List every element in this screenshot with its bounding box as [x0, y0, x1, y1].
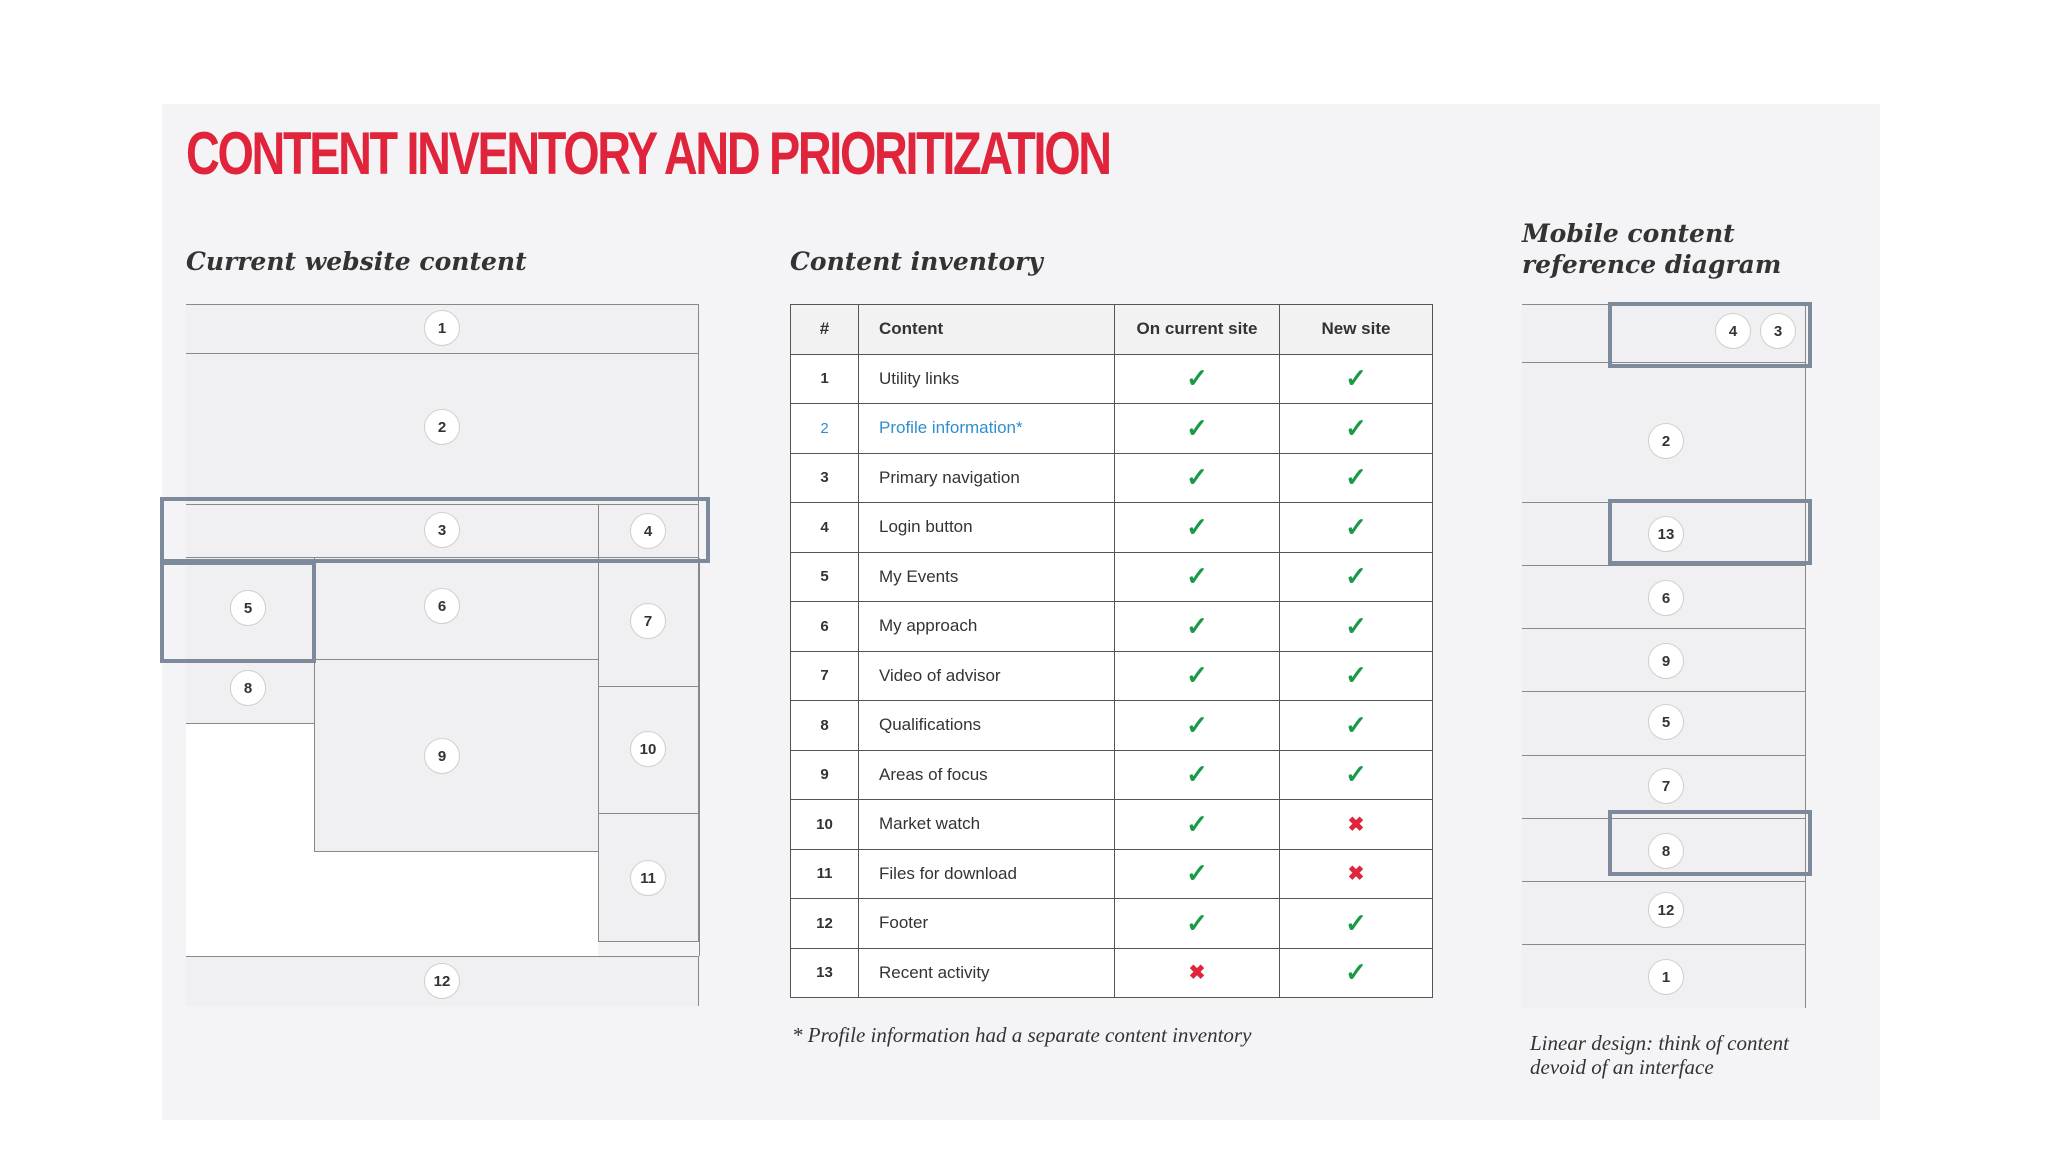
table-row — [791, 750, 1433, 800]
table-row — [791, 948, 1433, 998]
badge-3: 3 — [424, 512, 460, 548]
badge-8: 8 — [230, 670, 266, 706]
check-icon: ✓ — [1345, 412, 1367, 443]
row-new-status — [1280, 651, 1433, 701]
row-current-status — [1115, 701, 1280, 751]
row-number: 9 — [791, 750, 859, 800]
badge-9: 9 — [424, 738, 460, 774]
mobile-badge-13: 13 — [1648, 516, 1684, 552]
badge-1: 1 — [424, 310, 460, 346]
row-content: Footer — [859, 899, 1115, 949]
row-new-status — [1280, 602, 1433, 652]
mobile-badge-8: 8 — [1648, 833, 1684, 869]
table-row — [791, 552, 1433, 602]
mobile-badge-1: 1 — [1648, 959, 1684, 995]
table-row — [791, 354, 1433, 404]
row-new-status — [1280, 503, 1433, 553]
row-current-status — [1115, 602, 1280, 652]
check-icon: ✓ — [1345, 511, 1367, 542]
mobile-badge-3: 3 — [1760, 313, 1796, 349]
mobile-line-8 — [1522, 881, 1806, 882]
table-row — [791, 503, 1433, 553]
check-icon: ✓ — [1186, 759, 1208, 790]
badge-11: 11 — [630, 860, 666, 896]
row-new-status — [1280, 750, 1433, 800]
row-new-status — [1280, 948, 1433, 998]
cross-icon: ✖ — [1347, 863, 1365, 886]
check-icon: ✓ — [1186, 561, 1208, 592]
header-on-current-site: On current site — [1115, 305, 1280, 355]
mobile-badge-7: 7 — [1648, 768, 1684, 804]
row-current-status — [1115, 750, 1280, 800]
table-footnote: * Profile information had a separate content inventory — [792, 1023, 1252, 1047]
badge-5: 5 — [230, 590, 266, 626]
row-content: My approach — [859, 602, 1115, 652]
check-icon: ✓ — [1345, 907, 1367, 938]
table-row — [791, 849, 1433, 899]
row-content: Primary navigation — [859, 453, 1115, 503]
mobile-badge-4: 4 — [1715, 313, 1751, 349]
table-row — [791, 800, 1433, 850]
header-new-site: New site — [1280, 305, 1433, 355]
row-new-status — [1280, 552, 1433, 602]
row-number: 11 — [791, 849, 859, 899]
mobile-badge-6: 6 — [1648, 580, 1684, 616]
row-number: 1 — [791, 354, 859, 404]
content-inventory-table — [790, 304, 1433, 998]
table-body — [791, 354, 1433, 998]
row-content: Market watch — [859, 800, 1115, 850]
cross-icon: ✖ — [1347, 813, 1365, 836]
right-edge-line — [699, 558, 700, 956]
check-icon: ✓ — [1345, 957, 1367, 988]
table-row — [791, 602, 1433, 652]
table-row — [791, 899, 1433, 949]
row-current-status — [1115, 849, 1280, 899]
row-number: 2 — [791, 404, 859, 454]
mobile-badge-9: 9 — [1648, 643, 1684, 679]
row-number: 7 — [791, 651, 859, 701]
empty-area-center — [314, 852, 598, 956]
check-icon: ✓ — [1186, 511, 1208, 542]
header-number: # — [791, 305, 859, 355]
badge-4: 4 — [630, 513, 666, 549]
row-current-status — [1115, 354, 1280, 404]
mobile-line-5 — [1522, 691, 1806, 692]
table-row — [791, 701, 1433, 751]
badge-7: 7 — [630, 603, 666, 639]
check-icon: ✓ — [1345, 759, 1367, 790]
mobile-line-3 — [1522, 565, 1806, 566]
row-content: My Events — [859, 552, 1115, 602]
table-row — [791, 404, 1433, 454]
mobile-line-4 — [1522, 628, 1806, 629]
row-content: Files for download — [859, 849, 1115, 899]
row-content: Recent activity — [859, 948, 1115, 998]
row-content: Areas of focus — [859, 750, 1115, 800]
check-icon: ✓ — [1186, 462, 1208, 493]
mobile-badge-5: 5 — [1648, 704, 1684, 740]
highlight-mobile-8 — [1608, 810, 1812, 876]
row-current-status — [1115, 948, 1280, 998]
row-new-status — [1280, 701, 1433, 751]
mobile-badge-2: 2 — [1648, 423, 1684, 459]
row-content: Utility links — [859, 354, 1115, 404]
badge-2: 2 — [424, 409, 460, 445]
check-icon: ✓ — [1186, 412, 1208, 443]
check-icon: ✓ — [1345, 561, 1367, 592]
row-number: 13 — [791, 948, 859, 998]
check-icon: ✓ — [1186, 907, 1208, 938]
mobile-badge-12: 12 — [1648, 892, 1684, 928]
row-content: Qualifications — [859, 701, 1115, 751]
mobile-line-9 — [1522, 944, 1806, 945]
row-number: 12 — [791, 899, 859, 949]
badge-12: 12 — [424, 963, 460, 999]
current-website-heading: Current website content — [186, 247, 527, 276]
row-current-status — [1115, 404, 1280, 454]
row-new-status — [1280, 849, 1433, 899]
mobile-diagram-heading: Mobile content reference diagram — [1522, 219, 1782, 280]
row-number: 10 — [791, 800, 859, 850]
content-inventory-heading: Content inventory — [790, 247, 1043, 276]
table-header-row — [791, 305, 1433, 355]
row-new-status — [1280, 800, 1433, 850]
check-icon: ✓ — [1345, 709, 1367, 740]
badge-10: 10 — [630, 731, 666, 767]
row-new-status — [1280, 899, 1433, 949]
badge-6: 6 — [424, 588, 460, 624]
row-content: Login button — [859, 503, 1115, 553]
row-new-status — [1280, 404, 1433, 454]
row-content: Video of advisor — [859, 651, 1115, 701]
check-icon: ✓ — [1186, 858, 1208, 889]
table-row — [791, 651, 1433, 701]
empty-area-left — [186, 724, 314, 956]
check-icon: ✓ — [1186, 808, 1208, 839]
row-number: 4 — [791, 503, 859, 553]
row-current-status — [1115, 503, 1280, 553]
row-number: 6 — [791, 602, 859, 652]
row-current-status — [1115, 453, 1280, 503]
row-number: 8 — [791, 701, 859, 751]
row-number: 5 — [791, 552, 859, 602]
row-current-status — [1115, 800, 1280, 850]
check-icon: ✓ — [1345, 363, 1367, 394]
mobile-footnote: Linear design: think of content devoid of an interface — [1530, 1031, 1789, 1079]
row-current-status — [1115, 899, 1280, 949]
header-content: Content — [859, 305, 1115, 355]
row-current-status — [1115, 552, 1280, 602]
row-number: 3 — [791, 453, 859, 503]
check-icon: ✓ — [1186, 660, 1208, 691]
profile-information-link[interactable]: Profile information* — [859, 404, 1115, 454]
cross-icon: ✖ — [1188, 962, 1206, 985]
check-icon: ✓ — [1345, 660, 1367, 691]
mobile-line-6 — [1522, 755, 1806, 756]
highlight-mobile-13 — [1608, 499, 1812, 565]
check-icon: ✓ — [1186, 709, 1208, 740]
check-icon: ✓ — [1186, 610, 1208, 641]
check-icon: ✓ — [1345, 462, 1367, 493]
row-current-status — [1115, 651, 1280, 701]
row-new-status — [1280, 453, 1433, 503]
table-row — [791, 453, 1433, 503]
row-new-status — [1280, 354, 1433, 404]
page-title: CONTENT INVENTORY AND PRIORITIZATION — [186, 120, 1110, 187]
check-icon: ✓ — [1345, 610, 1367, 641]
check-icon: ✓ — [1186, 363, 1208, 394]
